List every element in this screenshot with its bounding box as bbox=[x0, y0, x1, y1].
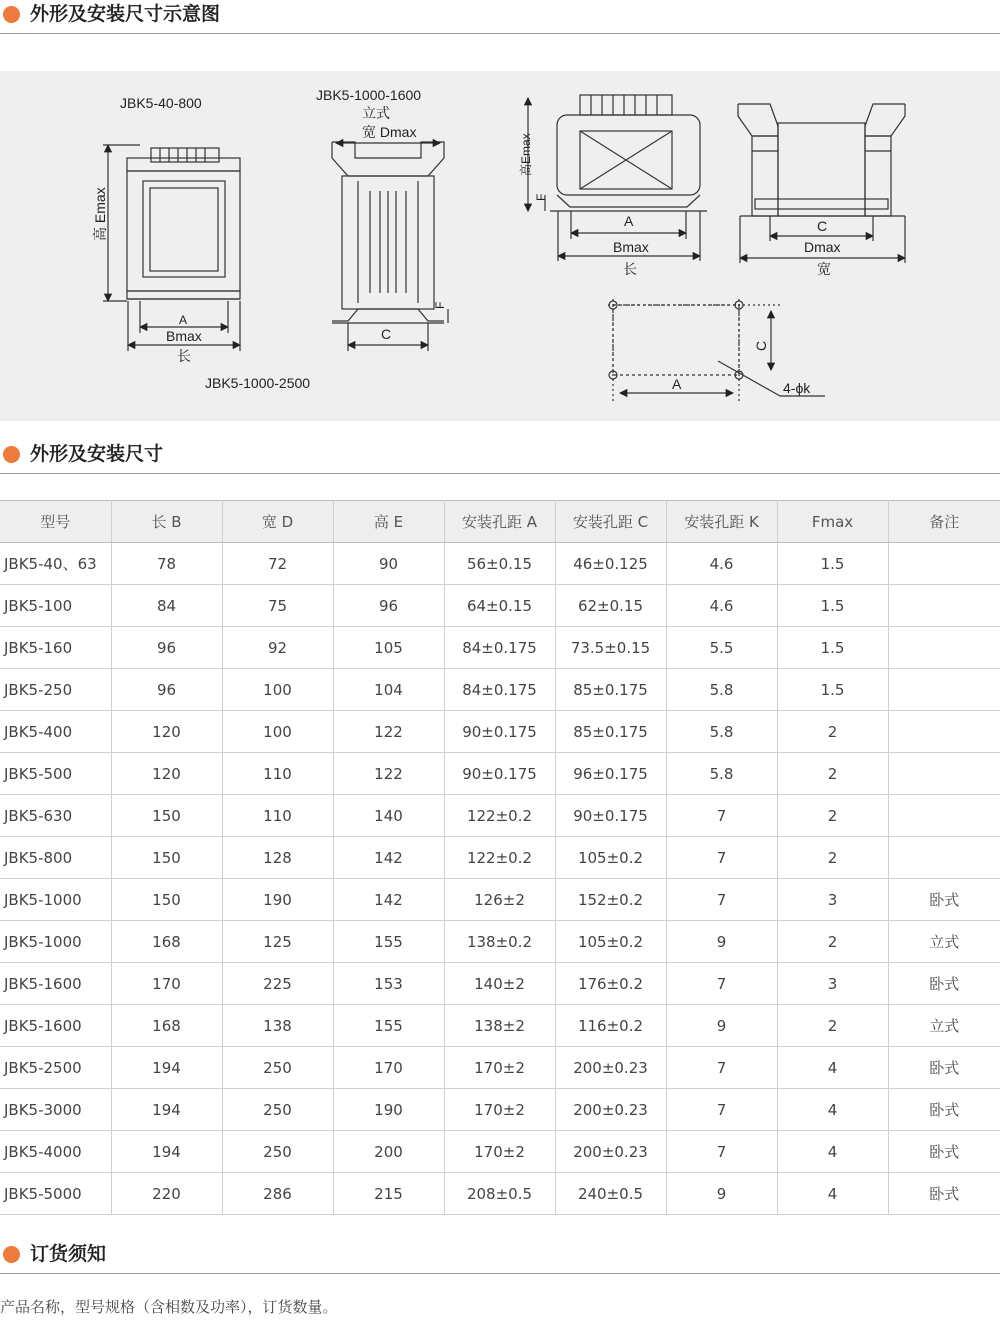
drawing-middle bbox=[332, 142, 448, 351]
cell-height: 122 bbox=[333, 753, 444, 795]
cell-fmax: 3 bbox=[777, 963, 888, 1005]
header-remark: 备注 bbox=[888, 501, 1000, 543]
cell-remark bbox=[888, 711, 1000, 753]
cell-remark: 立式 bbox=[888, 1005, 1000, 1047]
label-c-middle: C bbox=[381, 326, 392, 342]
label-bmax-right: Bmax bbox=[613, 239, 649, 255]
cell-hole-k: 7 bbox=[666, 1047, 777, 1089]
cell-model: JBK5-1000 bbox=[0, 921, 111, 963]
cell-height: 122 bbox=[333, 711, 444, 753]
section-title: 订货须知 bbox=[30, 1243, 107, 1265]
cell-hole-a: 208±0.5 bbox=[444, 1173, 555, 1215]
cell-hole-a: 56±0.15 bbox=[444, 543, 555, 585]
cell-height: 155 bbox=[333, 1005, 444, 1047]
section-header-table bbox=[0, 440, 1000, 474]
label-long-left: 长 bbox=[177, 348, 191, 364]
cell-length: 150 bbox=[111, 795, 222, 837]
cell-model: JBK5-160 bbox=[0, 627, 111, 669]
header-length: 长 B bbox=[111, 501, 222, 543]
cell-length: 194 bbox=[111, 1047, 222, 1089]
cell-hole-k: 7 bbox=[666, 963, 777, 1005]
cell-fmax: 1.5 bbox=[777, 585, 888, 627]
header-width: 宽 D bbox=[222, 501, 333, 543]
cell-fmax: 2 bbox=[777, 1005, 888, 1047]
cell-hole-k: 5.8 bbox=[666, 669, 777, 711]
label-a-holes: A bbox=[672, 376, 682, 392]
cell-model: JBK5-630 bbox=[0, 795, 111, 837]
divider bbox=[0, 473, 1000, 474]
cell-width: 110 bbox=[222, 753, 333, 795]
cell-hole-c: 105±0.2 bbox=[555, 837, 666, 879]
cell-hole-c: 85±0.175 bbox=[555, 711, 666, 753]
cell-model: JBK5-1000 bbox=[0, 879, 111, 921]
cell-remark bbox=[888, 669, 1000, 711]
cell-model: JBK5-500 bbox=[0, 753, 111, 795]
header-model: 型号 bbox=[0, 501, 111, 543]
cell-hole-k: 9 bbox=[666, 1005, 777, 1047]
cell-remark: 卧式 bbox=[888, 1173, 1000, 1215]
cell-model: JBK5-100 bbox=[0, 585, 111, 627]
spec-table bbox=[0, 500, 1000, 1215]
section-title: 外形及安装尺寸 bbox=[30, 443, 164, 465]
cell-width: 250 bbox=[222, 1089, 333, 1131]
cell-fmax: 2 bbox=[777, 921, 888, 963]
cell-hole-a: 170±2 bbox=[444, 1089, 555, 1131]
label-dmax-right: Dmax bbox=[804, 239, 841, 255]
cell-hole-k: 7 bbox=[666, 879, 777, 921]
cell-width: 225 bbox=[222, 963, 333, 1005]
cell-hole-k: 7 bbox=[666, 837, 777, 879]
header-hole-k: 安装孔距 K bbox=[666, 501, 777, 543]
cell-model: JBK5-250 bbox=[0, 669, 111, 711]
cell-model: JBK5-1600 bbox=[0, 963, 111, 1005]
cell-hole-a: 138±0.2 bbox=[444, 921, 555, 963]
table-row bbox=[0, 543, 1000, 585]
cell-hole-k: 9 bbox=[666, 921, 777, 963]
cell-height: 200 bbox=[333, 1131, 444, 1173]
cell-remark bbox=[888, 837, 1000, 879]
cell-length: 96 bbox=[111, 669, 222, 711]
bullet-dot-icon bbox=[3, 446, 20, 463]
cell-height: 90 bbox=[333, 543, 444, 585]
cell-length: 220 bbox=[111, 1173, 222, 1215]
label-middle-model: JBK5-1000-1600 bbox=[316, 87, 422, 103]
table-row bbox=[0, 1089, 1000, 1131]
drawing-left bbox=[103, 145, 240, 351]
cell-length: 78 bbox=[111, 543, 222, 585]
cell-hole-k: 5.8 bbox=[666, 753, 777, 795]
cell-fmax: 2 bbox=[777, 711, 888, 753]
order-note: 产品名称，型号规格（含相数及功率），订货数量。 bbox=[0, 1298, 338, 1316]
divider bbox=[0, 33, 1000, 34]
cell-fmax: 2 bbox=[777, 753, 888, 795]
cell-height: 153 bbox=[333, 963, 444, 1005]
cell-width: 250 bbox=[222, 1131, 333, 1173]
label-bmax-left: Bmax bbox=[166, 328, 202, 344]
cell-model: JBK5-3000 bbox=[0, 1089, 111, 1131]
table-row bbox=[0, 879, 1000, 921]
cell-hole-a: 140±2 bbox=[444, 963, 555, 1005]
section-title: 外形及安装尺寸示意图 bbox=[30, 3, 221, 25]
cell-height: 104 bbox=[333, 669, 444, 711]
drawing-right-front bbox=[528, 95, 707, 261]
cell-width: 100 bbox=[222, 669, 333, 711]
cell-height: 96 bbox=[333, 585, 444, 627]
cell-width: 138 bbox=[222, 1005, 333, 1047]
cell-height: 105 bbox=[333, 627, 444, 669]
header-fmax: Fmax bbox=[777, 501, 888, 543]
cell-width: 125 bbox=[222, 921, 333, 963]
table-row bbox=[0, 1173, 1000, 1215]
cell-model: JBK5-1600 bbox=[0, 1005, 111, 1047]
cell-hole-a: 138±2 bbox=[444, 1005, 555, 1047]
cell-height: 190 bbox=[333, 1089, 444, 1131]
cell-hole-c: 116±0.2 bbox=[555, 1005, 666, 1047]
cell-height: 215 bbox=[333, 1173, 444, 1215]
cell-width: 286 bbox=[222, 1173, 333, 1215]
cell-model: JBK5-40、63 bbox=[0, 543, 111, 585]
cell-hole-c: 46±0.125 bbox=[555, 543, 666, 585]
cell-remark bbox=[888, 753, 1000, 795]
table-row bbox=[0, 585, 1000, 627]
table-row bbox=[0, 1005, 1000, 1047]
table-row bbox=[0, 837, 1000, 879]
cell-hole-c: 90±0.175 bbox=[555, 795, 666, 837]
cell-hole-a: 84±0.175 bbox=[444, 669, 555, 711]
header-hole-c: 安装孔距 C bbox=[555, 501, 666, 543]
cell-remark: 卧式 bbox=[888, 1089, 1000, 1131]
cell-hole-c: 200±0.23 bbox=[555, 1131, 666, 1173]
cell-hole-a: 64±0.15 bbox=[444, 585, 555, 627]
cell-remark: 卧式 bbox=[888, 879, 1000, 921]
cell-remark: 立式 bbox=[888, 921, 1000, 963]
section-header-order bbox=[0, 1240, 1000, 1274]
label-bottom-model: JBK5-1000-2500 bbox=[205, 375, 311, 391]
cell-hole-a: 122±0.2 bbox=[444, 795, 555, 837]
cell-fmax: 1.5 bbox=[777, 627, 888, 669]
cell-height: 140 bbox=[333, 795, 444, 837]
cell-remark: 卧式 bbox=[888, 1131, 1000, 1173]
cell-fmax: 1.5 bbox=[777, 669, 888, 711]
cell-fmax: 4 bbox=[777, 1047, 888, 1089]
divider bbox=[0, 1273, 1000, 1274]
cell-width: 75 bbox=[222, 585, 333, 627]
label-middle-width: 宽 Dmax bbox=[362, 124, 417, 140]
section-header-diagram bbox=[0, 0, 1000, 34]
cell-fmax: 4 bbox=[777, 1173, 888, 1215]
cell-hole-k: 7 bbox=[666, 1131, 777, 1173]
cell-remark: 卧式 bbox=[888, 1047, 1000, 1089]
cell-hole-c: 62±0.15 bbox=[555, 585, 666, 627]
cell-hole-a: 122±0.2 bbox=[444, 837, 555, 879]
cell-remark bbox=[888, 543, 1000, 585]
dimension-drawings bbox=[0, 71, 1000, 421]
dimension-diagram bbox=[0, 71, 1000, 421]
table-body bbox=[0, 543, 1000, 1215]
label-middle-type: 立式 bbox=[362, 105, 390, 121]
label-c-right: C bbox=[817, 218, 828, 234]
table-row bbox=[0, 1047, 1000, 1089]
cell-model: JBK5-5000 bbox=[0, 1173, 111, 1215]
table-row bbox=[0, 963, 1000, 1005]
cell-height: 155 bbox=[333, 921, 444, 963]
cell-remark: 卧式 bbox=[888, 963, 1000, 1005]
label-c-holes: C bbox=[753, 340, 769, 351]
header-height: 高 E bbox=[333, 501, 444, 543]
cell-hole-c: 96±0.175 bbox=[555, 753, 666, 795]
cell-width: 250 bbox=[222, 1047, 333, 1089]
label-long-right: 长 bbox=[623, 261, 637, 277]
cell-length: 84 bbox=[111, 585, 222, 627]
table-row bbox=[0, 1131, 1000, 1173]
table-row bbox=[0, 921, 1000, 963]
cell-hole-c: 200±0.23 bbox=[555, 1089, 666, 1131]
label-f-middle: F bbox=[433, 301, 447, 309]
cell-width: 100 bbox=[222, 711, 333, 753]
table-row bbox=[0, 627, 1000, 669]
cell-hole-k: 4.6 bbox=[666, 585, 777, 627]
cell-length: 168 bbox=[111, 921, 222, 963]
cell-hole-c: 152±0.2 bbox=[555, 879, 666, 921]
cell-hole-k: 5.8 bbox=[666, 711, 777, 753]
bullet-dot-icon bbox=[3, 6, 20, 23]
cell-hole-a: 84±0.175 bbox=[444, 627, 555, 669]
cell-length: 120 bbox=[111, 711, 222, 753]
cell-hole-c: 176±0.2 bbox=[555, 963, 666, 1005]
cell-hole-k: 7 bbox=[666, 1089, 777, 1131]
cell-height: 142 bbox=[333, 837, 444, 879]
label-a-right: A bbox=[624, 213, 634, 229]
cell-hole-a: 90±0.175 bbox=[444, 753, 555, 795]
cell-remark bbox=[888, 585, 1000, 627]
cell-model: JBK5-400 bbox=[0, 711, 111, 753]
cell-hole-c: 73.5±0.15 bbox=[555, 627, 666, 669]
cell-length: 150 bbox=[111, 879, 222, 921]
cell-remark bbox=[888, 627, 1000, 669]
cell-hole-k: 9 bbox=[666, 1173, 777, 1215]
cell-width: 92 bbox=[222, 627, 333, 669]
header-hole-a: 安装孔距 A bbox=[444, 501, 555, 543]
cell-hole-k: 5.5 bbox=[666, 627, 777, 669]
label-height: 高 Emax bbox=[92, 187, 108, 241]
cell-height: 170 bbox=[333, 1047, 444, 1089]
cell-hole-c: 240±0.5 bbox=[555, 1173, 666, 1215]
label-wide-right: 宽 bbox=[817, 261, 831, 277]
cell-hole-a: 170±2 bbox=[444, 1131, 555, 1173]
cell-length: 194 bbox=[111, 1089, 222, 1131]
label-a-left: A bbox=[179, 313, 188, 327]
cell-width: 190 bbox=[222, 879, 333, 921]
cell-length: 96 bbox=[111, 627, 222, 669]
table-row bbox=[0, 711, 1000, 753]
table-row bbox=[0, 669, 1000, 711]
label-f-right: F bbox=[534, 193, 548, 201]
cell-fmax: 2 bbox=[777, 795, 888, 837]
cell-length: 168 bbox=[111, 1005, 222, 1047]
cell-length: 194 bbox=[111, 1131, 222, 1173]
cell-width: 110 bbox=[222, 795, 333, 837]
cell-fmax: 1.5 bbox=[777, 543, 888, 585]
cell-fmax: 4 bbox=[777, 1131, 888, 1173]
label-hole-count: 4-ϕk bbox=[783, 380, 811, 396]
table-header-row bbox=[0, 501, 1000, 543]
table-row bbox=[0, 753, 1000, 795]
cell-length: 150 bbox=[111, 837, 222, 879]
cell-fmax: 2 bbox=[777, 837, 888, 879]
cell-hole-c: 200±0.23 bbox=[555, 1047, 666, 1089]
cell-model: JBK5-4000 bbox=[0, 1131, 111, 1173]
cell-model: JBK5-800 bbox=[0, 837, 111, 879]
bullet-dot-icon bbox=[3, 1246, 20, 1263]
table-row bbox=[0, 795, 1000, 837]
cell-hole-a: 170±2 bbox=[444, 1047, 555, 1089]
cell-hole-a: 90±0.175 bbox=[444, 711, 555, 753]
cell-fmax: 3 bbox=[777, 879, 888, 921]
cell-hole-k: 7 bbox=[666, 795, 777, 837]
cell-width: 128 bbox=[222, 837, 333, 879]
cell-hole-k: 4.6 bbox=[666, 543, 777, 585]
cell-height: 142 bbox=[333, 879, 444, 921]
cell-length: 170 bbox=[111, 963, 222, 1005]
cell-remark bbox=[888, 795, 1000, 837]
label-left-model: JBK5-40-800 bbox=[120, 95, 202, 111]
cell-model: JBK5-2500 bbox=[0, 1047, 111, 1089]
cell-width: 72 bbox=[222, 543, 333, 585]
cell-fmax: 4 bbox=[777, 1089, 888, 1131]
cell-hole-c: 85±0.175 bbox=[555, 669, 666, 711]
label-height-right: 高Emax bbox=[519, 133, 533, 176]
cell-length: 120 bbox=[111, 753, 222, 795]
cell-hole-a: 126±2 bbox=[444, 879, 555, 921]
cell-hole-c: 105±0.2 bbox=[555, 921, 666, 963]
